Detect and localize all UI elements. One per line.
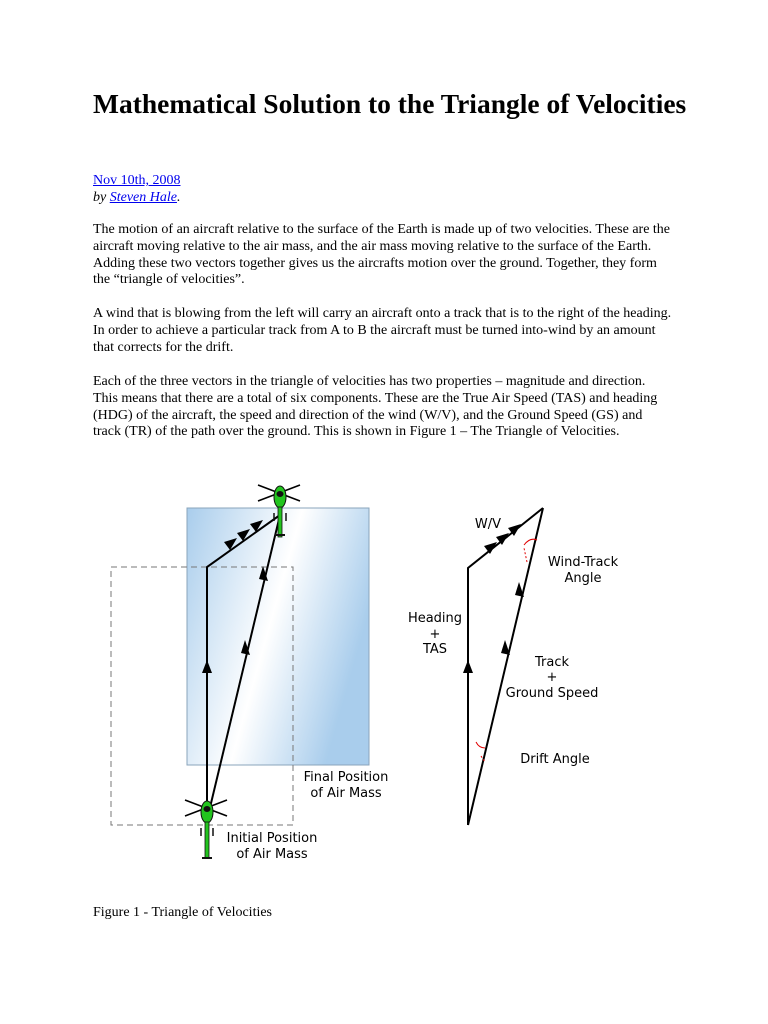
initial-air-mass-box [111,567,293,825]
wind-track-angle-leader [524,548,527,562]
aircraft-initial-icon [185,800,227,858]
final-position-label-line1: Final Position [303,770,389,785]
final-air-mass-box [187,508,369,765]
figure-caption: Figure 1 - Triangle of Velocities [93,905,273,920]
heading-tas-label-line1: Heading [407,611,463,626]
wind-track-angle-label-line2: Angle [564,571,602,586]
paragraph-components: Each of the three vectors in the triangle of velocities has two properties – magnitude and direction. This means that there are a total of six components. These are the True Air Speed (TAS) and heading (HDG) of the aircraft, the speed and direction of the wind (W/V), and the Ground Speed (GS) and track (TR) of the path over the ground. This is shown in Figure 1 – The Triangle of Velocities. [93,374,658,440]
track-gs-label-line3: Ground Speed [505,686,599,701]
track-gs-label-line1: Track [534,655,570,670]
byline-suffix: . [176,190,181,205]
paragraph-intro: The motion of an aircraft relative to the surface of the Earth is made up of two velocities. These are the aircraft moving relative to the air mass, and the air mass moving relative to the surface of the Earth. Adding these two vectors together gives us the aircrafts motion over the ground. Together, they form the “triangle of velocities”. [93,222,671,288]
drift-angle-leader [481,756,485,762]
post-date-link[interactable]: Nov 10th, 2008 [93,173,181,188]
angle-arcs [476,539,537,762]
wv-label: W/V [474,517,502,532]
post-meta [93,172,181,206]
initial-position-label-line2: of Air Mass [236,847,308,862]
left-vector-arrows [202,520,268,673]
heading-tas-label-line3: TAS [422,642,448,657]
drift-angle-arc [476,742,485,748]
right-triangle-lines [468,508,543,825]
wind-track-angle-arc [524,539,537,545]
byline-prefix: by [93,190,107,205]
initial-position-label-line1: Initial Position [226,831,318,846]
right-vector-arrows [463,524,524,673]
heading-tas-label-line2: + [429,627,441,642]
left-vector-lines [207,515,280,820]
final-position-label-line2: of Air Mass [310,786,382,801]
wind-track-angle-label-line1: Wind-Track [547,555,619,570]
byline [93,189,181,206]
author-link[interactable]: Steven Hale [109,190,177,205]
page-title: Mathematical Solution to the Triangle of Velocities [93,88,687,119]
track-gs-label-line2: + [546,670,558,685]
drift-angle-label: Drift Angle [520,752,590,767]
aircraft-final-icon [258,485,300,537]
paragraph-wind: A wind that is blowing from the left will carry an aircraft onto a track that is to the right of the heading. In order to achieve a particular track from A to B the aircraft must be turned into-wind by an amount that corrects for the drift. [93,306,672,355]
